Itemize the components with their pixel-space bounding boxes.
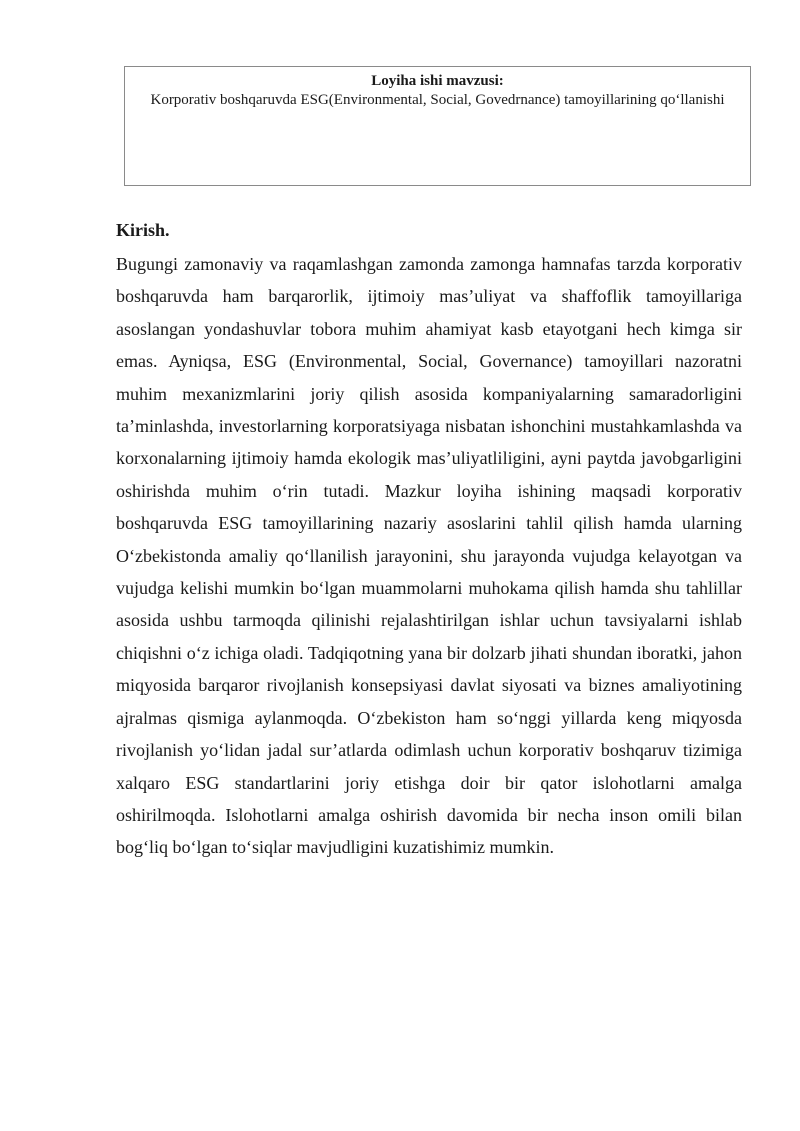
intro-heading: Kirish. (116, 220, 170, 240)
topic-box (124, 66, 751, 186)
intro-paragraph: Bugungi zamonaviy va raqamlashgan zamonda zamonga hamnafas tarzda korporativ boshqaruvda ham barqarorlik, ijtimoiy mas’uliyat va shaffoflik tamoyillariga asoslangan yondashuvlar tobora muhim ahamiyat kasb etayotgani hech kimga sir emas. Ayniqsa, ESG (Environmental, Social, Governance) tamoyillari nazoratni muhim mexanizmlarini joriy qilish asosida kompaniyalarning samaradorligini ta’minlashda, investorlarning korporatsiyaga nisbatan ishonchini mustahkamlashda va korxonalarning ijtimoiy hamda ekologik mas’uliyatliligini, ayni paytda javobgarligini oshirishda muhim o‘rin tutadi. Mazkur loyiha ishining maqsadi korporativ boshqaruvda ESG tamoyillarining nazariy asoslarini tahlil qilish hamda ularning O‘zbekistonda amaliy qo‘llanilish jarayonini, shu jarayonda vujudga kelayotgan va vujudga kelishi mumkin bo‘lgan muammolarni muhokama qilish hamda shu tahlillar asosida ushbu tarmoqda qilinishi rejalashtirilgan ishlar uchun tavsiyalarni ishlab chiqishni o‘z ichiga oladi. Tadqiqotning yana bir dolzarb jihati shundan iboratki, jahon miqyosida barqaror rivojlanish konsepsiyasi davlat siyosati va biznes amaliyotining ajralmas qismiga aylanmoqda. O‘zbekiston ham so‘nggi yillarda keng miqyosda rivojlanish yo‘lidan jadal sur’atlarda odimlash uchun korporativ boshqaruv tizimiga xalqaro ESG standartlarini joriy etishga doir bir qator islohotlarni amalga oshirilmoqda. Islohotlarni amalga oshirish davomida bir necha inson omili bilan bog‘liq bo‘lgan to‘siqlar mavjudligini kuzatishimiz mumkin. (116, 254, 742, 858)
topic-heading: Loyiha ishi mavzusi: (371, 73, 504, 89)
topic-title: Korporativ boshqaruvda ESG(Environmental, Social, Govedrnance) tamoyillarining qo‘llanishi (150, 92, 725, 108)
